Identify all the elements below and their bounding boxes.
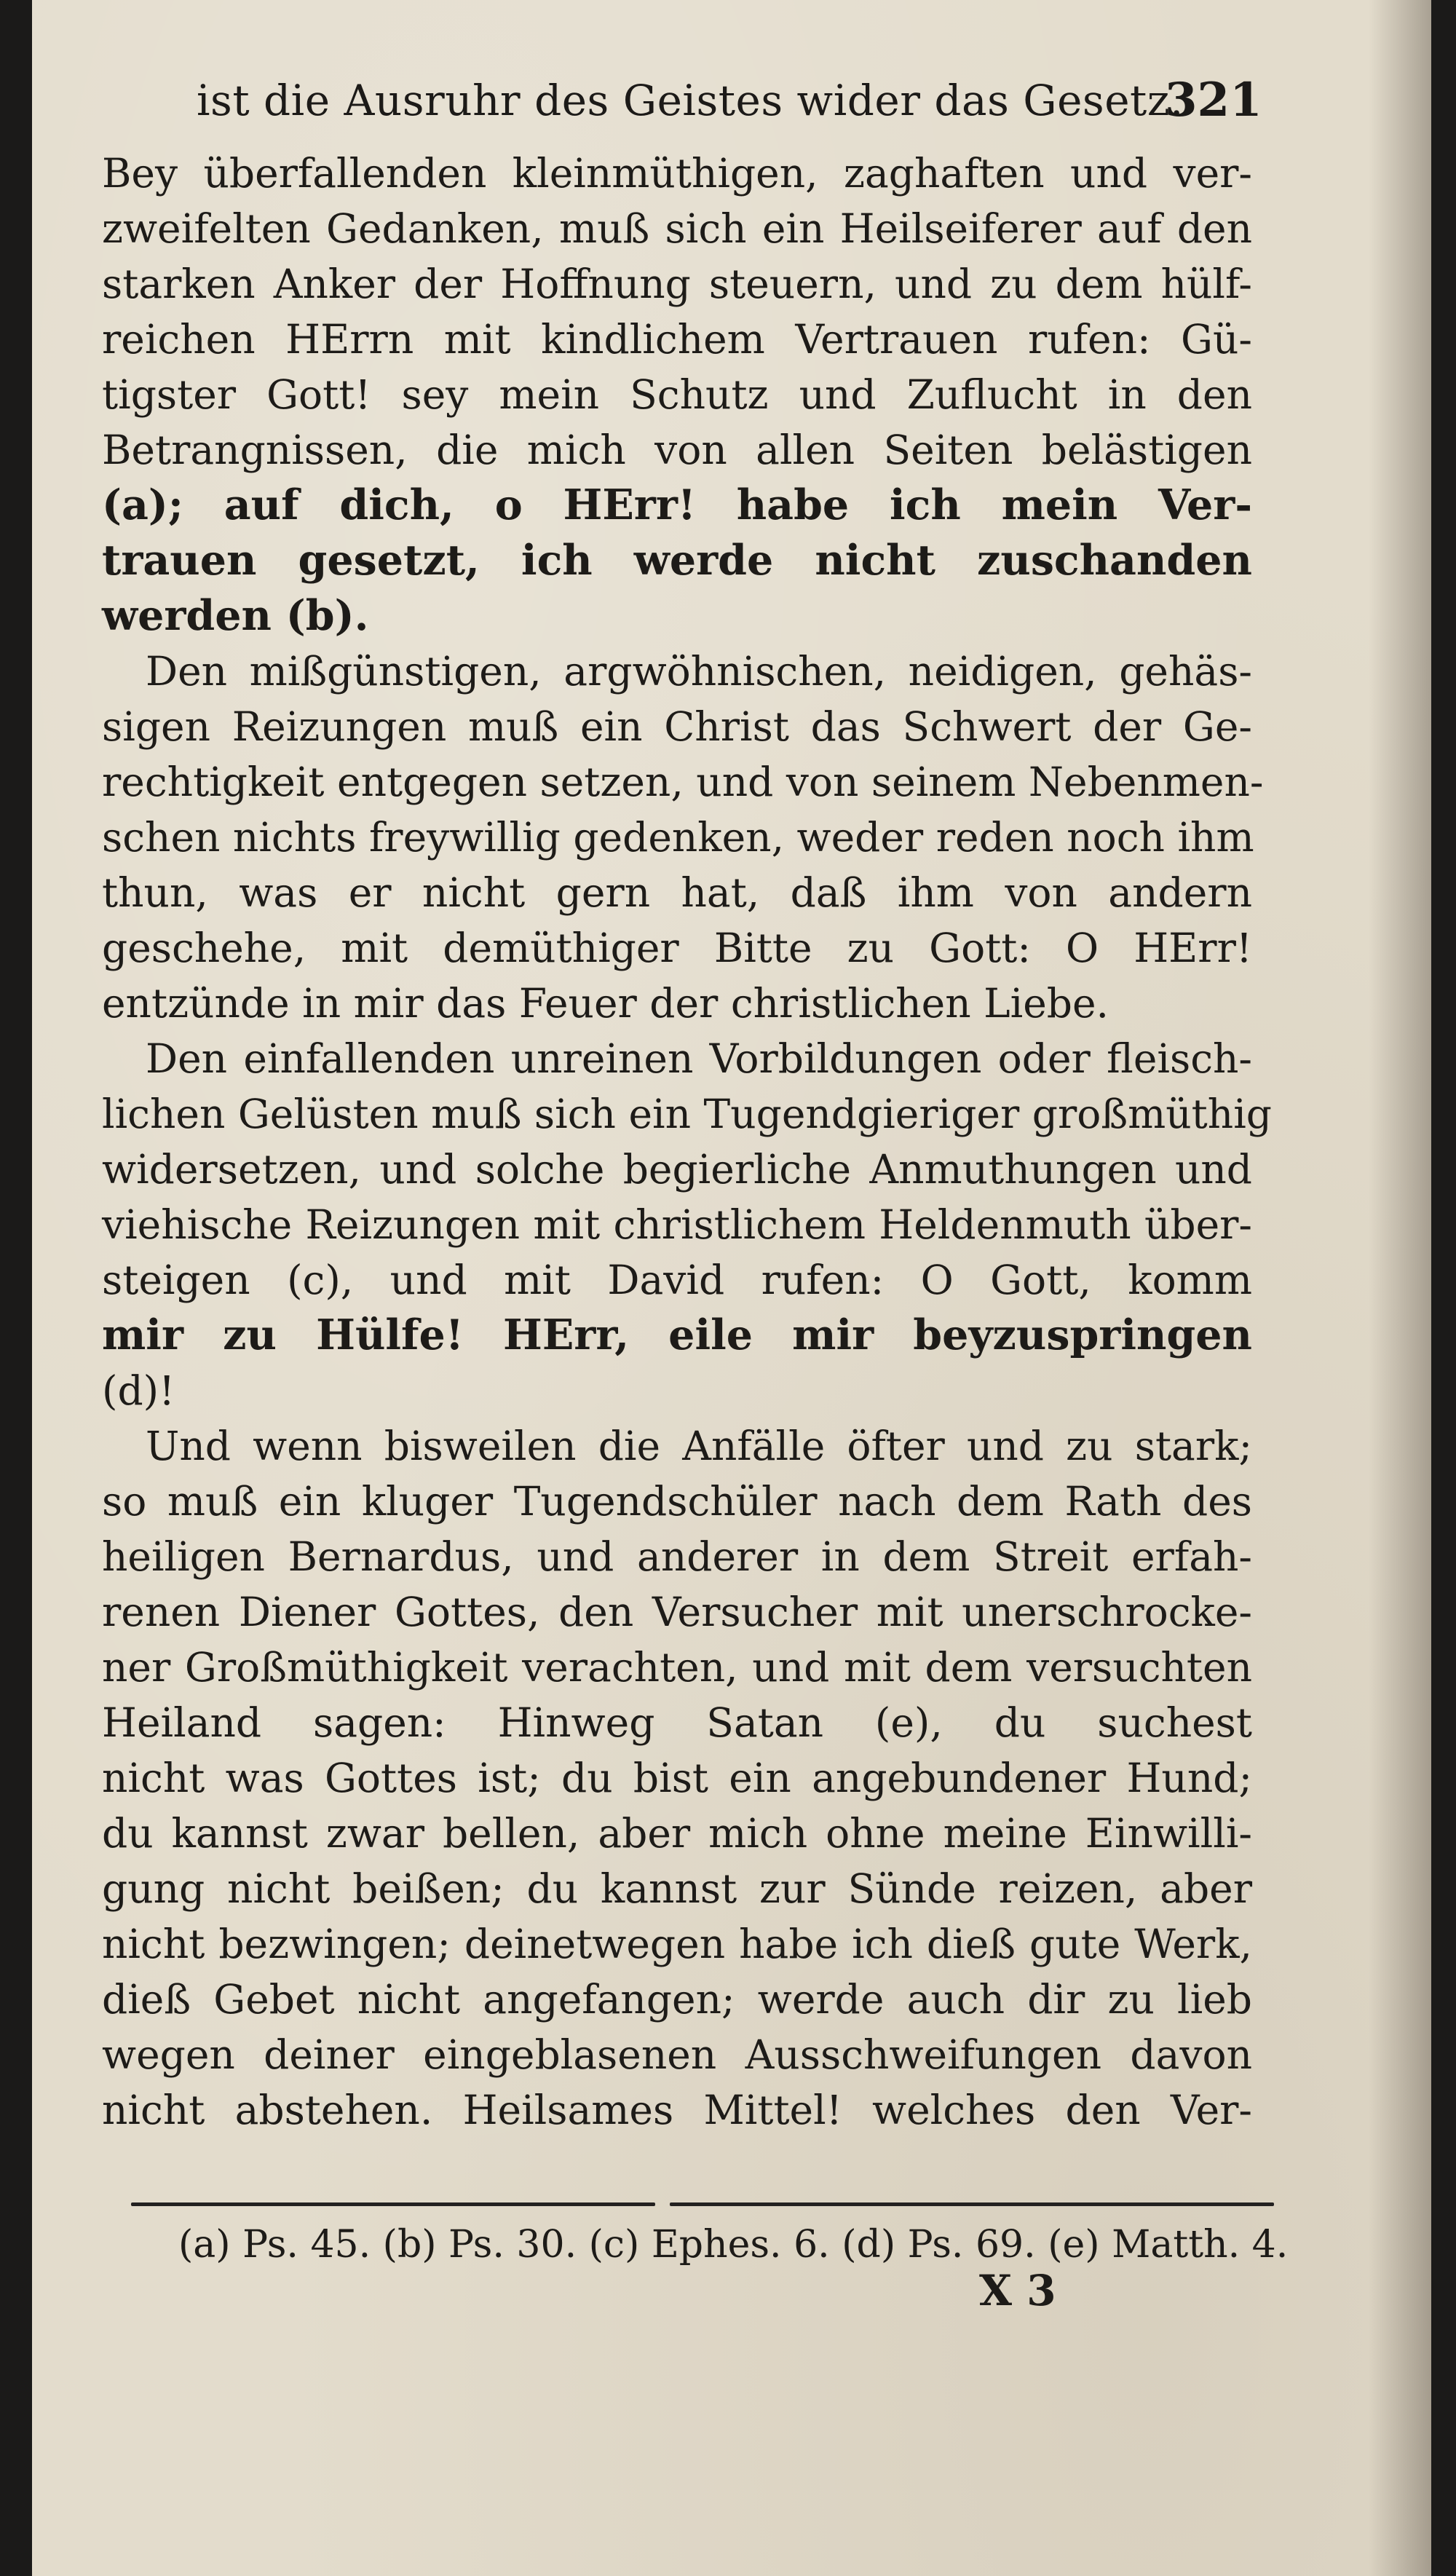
text-line: dieß Gebet nicht angefangen; werde auch dir zu lieb (102, 1976, 1252, 2023)
text-line: thun, was er nicht gern hat, daß ihm von andern (102, 869, 1252, 916)
text-line: tigster Gott! sey mein Schutz und Zuflucht in den (102, 371, 1252, 418)
text-line: (d)! (102, 1367, 175, 1414)
paragraph-4 (102, 1418, 1252, 2138)
text-line: renen Diener Gottes, den Versucher mit unerschrocke- (102, 1589, 1252, 1635)
rule-segment (131, 2202, 655, 2206)
running-head (0, 63, 1456, 143)
page-number: 321 (1165, 73, 1262, 127)
text-line: gung nicht beißen; du kannst zur Sünde reizen, aber (102, 1865, 1252, 1912)
text-line: sigen Reizungen muß ein Christ das Schwert der Ge- (102, 703, 1252, 750)
text-line: widersetzen, und solche begierliche Anmuthungen und (102, 1146, 1252, 1193)
text-line: viehische Reizungen mit christlichem Heldenmuth über- (102, 1201, 1252, 1248)
text-line: zweifelten Gedanken, muß sich ein Heilseiferer auf den (102, 205, 1252, 252)
text-line: schen nichts freywillig gedenken, weder reden noch ihm (102, 814, 1254, 861)
text-line: du kannst zwar bellen, aber mich ohne meine Einwilli- (102, 1810, 1252, 1857)
text-line: ner Großmüthigkeit verachten, und mit dem versuchten (102, 1644, 1252, 1691)
text-line: werden (b). (102, 591, 369, 640)
text-line: nicht abstehen. Heilsames Mittel! welches den Ver- (102, 2087, 1252, 2133)
text-line: mir zu Hülfe! HErr, eile mir beyzuspringen (102, 1311, 1252, 1359)
text-line: heiligen Bernardus, und anderer in dem Streit erfah- (102, 1533, 1252, 1580)
rule-segment (670, 2202, 1274, 2206)
text-line: nicht was Gottes ist; du bist ein angebundener Hund; (102, 1755, 1252, 1801)
text-line: Betrangnissen, die mich von allen Seiten belästigen (102, 427, 1252, 473)
text-line: geschehe, mit demüthiger Bitte zu Gott: O HErr! (102, 925, 1252, 971)
text-line: nicht bezwingen; deinetwegen habe ich dieß gute Werk, (102, 1921, 1252, 1967)
text-line: starken Anker der Hoffnung steuern, und zu dem hülf- (102, 261, 1252, 307)
text-line: steigen (c), und mit David rufen: O Gott, komm (102, 1257, 1252, 1303)
text-line: Heiland sagen: Hinweg Satan (e), du suchest (102, 1699, 1252, 1746)
page-edge-shadow (1369, 0, 1431, 2576)
paragraph-3 (102, 1031, 1273, 1418)
text-line: wegen deiner eingeblasenen Ausschweifungen davon (102, 2031, 1252, 2078)
body-text (102, 146, 1273, 2177)
paragraph-1 (102, 146, 1252, 644)
signature-mark: X 3 (979, 2266, 1056, 2315)
text-line: trauen gesetzt, ich werde nicht zuschanden (102, 536, 1252, 585)
paragraph-2 (102, 644, 1264, 1031)
footnotes: (a) Ps. 45. (b) Ps. 30. (c) Ephes. 6. (d) Ps. 69. (e) Matth. 4. (178, 2223, 1289, 2267)
text-line: rechtigkeit entgegen setzen, und von seinem Nebenmen- (102, 759, 1264, 805)
footnote-rule (131, 2202, 1274, 2208)
text-line: Den mißgünstigen, argwöhnischen, neidigen, gehäs- (146, 648, 1252, 695)
text-line: Und wenn bisweilen die Anfälle öfter und zu stark; (146, 1423, 1252, 1469)
text-line: reichen HErrn mit kindlichem Vertrauen rufen: Gü- (102, 316, 1252, 363)
text-line: (a); auf dich, o HErr! habe ich mein Ver- (102, 481, 1252, 529)
text-line: so muß ein kluger Tugendschüler nach dem Rath des (102, 1478, 1252, 1525)
text-line: entzünde in mir das Feuer der christlichen Liebe. (102, 980, 1109, 1027)
running-title: ist die Ausruhr des Geistes wider das Gesetz. (197, 76, 1184, 125)
text-line: lichen Gelüsten muß sich ein Tugendgieriger großmüthig (102, 1091, 1273, 1137)
text-line: Bey überfallenden kleinmüthigen, zaghaften und ver- (102, 150, 1252, 197)
text-line: Den einfallenden unreinen Vorbildungen oder fleisch- (146, 1035, 1252, 1082)
